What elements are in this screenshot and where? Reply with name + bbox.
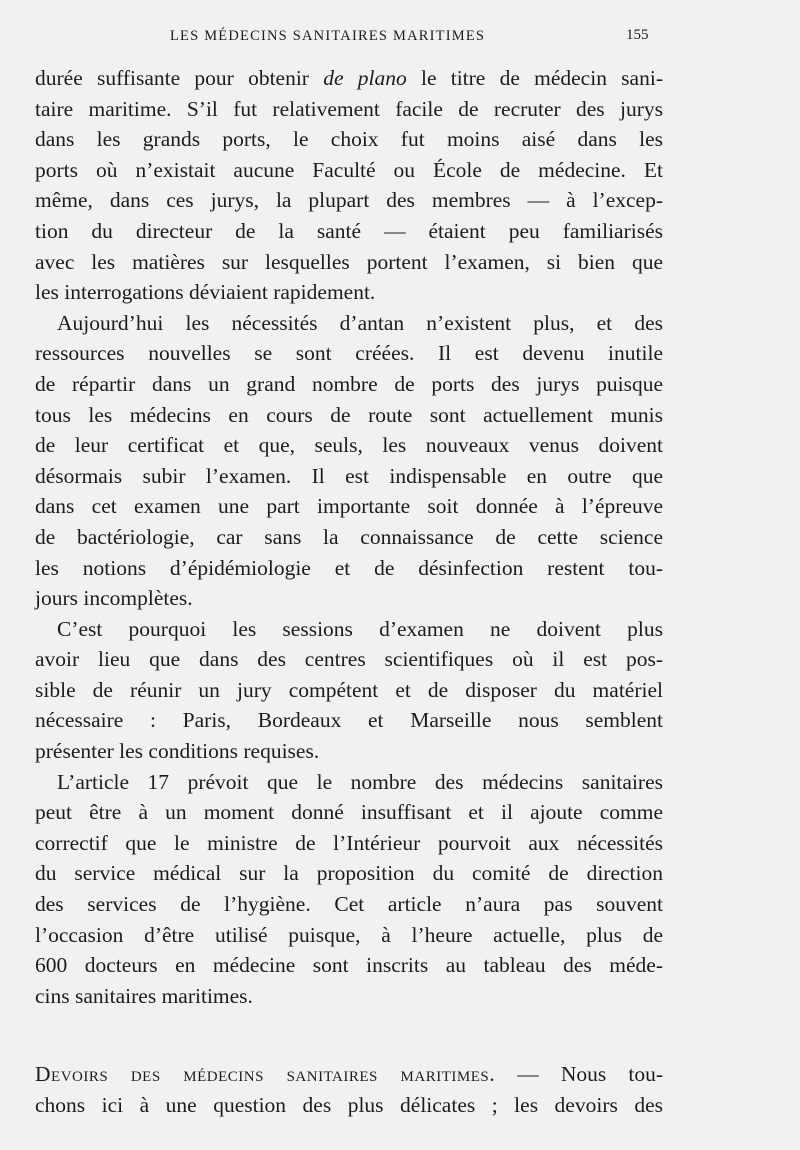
text-line: cins sanitaires maritimes. bbox=[35, 983, 253, 1008]
text-line: sible de réunir un jury compétent et de disposer du matériel bbox=[35, 677, 663, 702]
text-line: C’est pourquoi les sessions d’examen ne doivent plus bbox=[57, 616, 663, 641]
running-head bbox=[0, 28, 800, 52]
paragraph bbox=[35, 614, 663, 767]
body-text bbox=[35, 63, 663, 1011]
latin-phrase: de plano bbox=[323, 66, 407, 90]
text-line: avoir lieu que dans des centres scientifiques où il est pos- bbox=[35, 647, 663, 672]
text-line: dans cet examen une part importante soit donnée à l’épreuve bbox=[35, 494, 663, 519]
text-line: l’occasion d’être utilisé puisque, à l’heure actuelle, plus de bbox=[35, 922, 663, 947]
running-title: LES MÉDECINS SANITAIRES MARITIMES bbox=[170, 28, 486, 44]
text-line: de bactériologie, car sans la connaissance de cette science bbox=[35, 524, 663, 549]
text-line: jours incomplètes. bbox=[35, 586, 193, 611]
text-line: ressources nouvelles se sont créées. Il est devenu inutile bbox=[35, 341, 663, 366]
paragraph bbox=[35, 308, 663, 614]
section-heading: Devoirs des médecins sanitaires maritimes. bbox=[35, 1062, 496, 1086]
text-line: taire maritime. S’il fut relativement facile de recruter des jurys bbox=[35, 96, 663, 121]
text-line: tion du directeur de la santé — étaient peu familiarisés bbox=[35, 218, 663, 243]
text-line: avec les matières sur lesquelles portent l’examen, si bien que bbox=[35, 249, 663, 274]
page-number: 155 bbox=[626, 27, 649, 43]
text-line: des services de l’hygiène. Cet article n’aura pas souvent bbox=[35, 892, 663, 917]
section-first-line bbox=[35, 1059, 663, 1090]
text-line: 600 docteurs en médecine sont inscrits au tableau des méde- bbox=[35, 953, 663, 978]
text-line: de leur certificat et que, seuls, les nouveaux venus doivent bbox=[35, 433, 663, 458]
text-line: désormais subir l’examen. Il est indispensable en outre que bbox=[35, 463, 663, 488]
text-line: ports où n’existait aucune Faculté ou École de médecine. Et bbox=[35, 157, 663, 182]
paragraph bbox=[35, 63, 663, 308]
text-line: de répartir dans un grand nombre de ports des jurys puisque bbox=[35, 371, 663, 396]
section-text: — Nous tou- bbox=[517, 1062, 664, 1086]
text-line: les notions d’épidémiologie et de désinfection restent tou- bbox=[35, 555, 663, 580]
section-start bbox=[35, 1059, 663, 1120]
text-line: du service médical sur la proposition du comité de direction bbox=[35, 861, 663, 886]
text-line: dans les grands ports, le choix fut moins aisé dans les bbox=[35, 127, 663, 152]
paragraph bbox=[35, 767, 663, 1012]
text-line: durée suffisante pour obtenir de plano le titre de médecin sani- bbox=[35, 66, 663, 90]
text-line: présenter les conditions requises. bbox=[35, 739, 320, 764]
text-line: peut être à un moment donné insuffisant et il ajoute comme bbox=[35, 800, 663, 825]
text-line: correctif que le ministre de l’Intérieur pourvoit aux nécessités bbox=[35, 830, 663, 855]
text-line: nécessaire : Paris, Bordeaux et Marseille nous semblent bbox=[35, 708, 663, 733]
text-line: les interrogations déviaient rapidement. bbox=[35, 280, 376, 305]
text-line: Aujourd’hui les nécessités d’antan n’existent plus, et des bbox=[57, 310, 663, 335]
text-line: même, dans ces jurys, la plupart des membres — à l’excep- bbox=[35, 188, 663, 213]
text-line: L’article 17 prévoit que le nombre des médecins sanitaires bbox=[57, 769, 663, 794]
text-line: tous les médecins en cours de route sont actuellement munis bbox=[35, 402, 663, 427]
text-line: chons ici à une question des plus délicates ; les devoirs des bbox=[35, 1092, 663, 1117]
